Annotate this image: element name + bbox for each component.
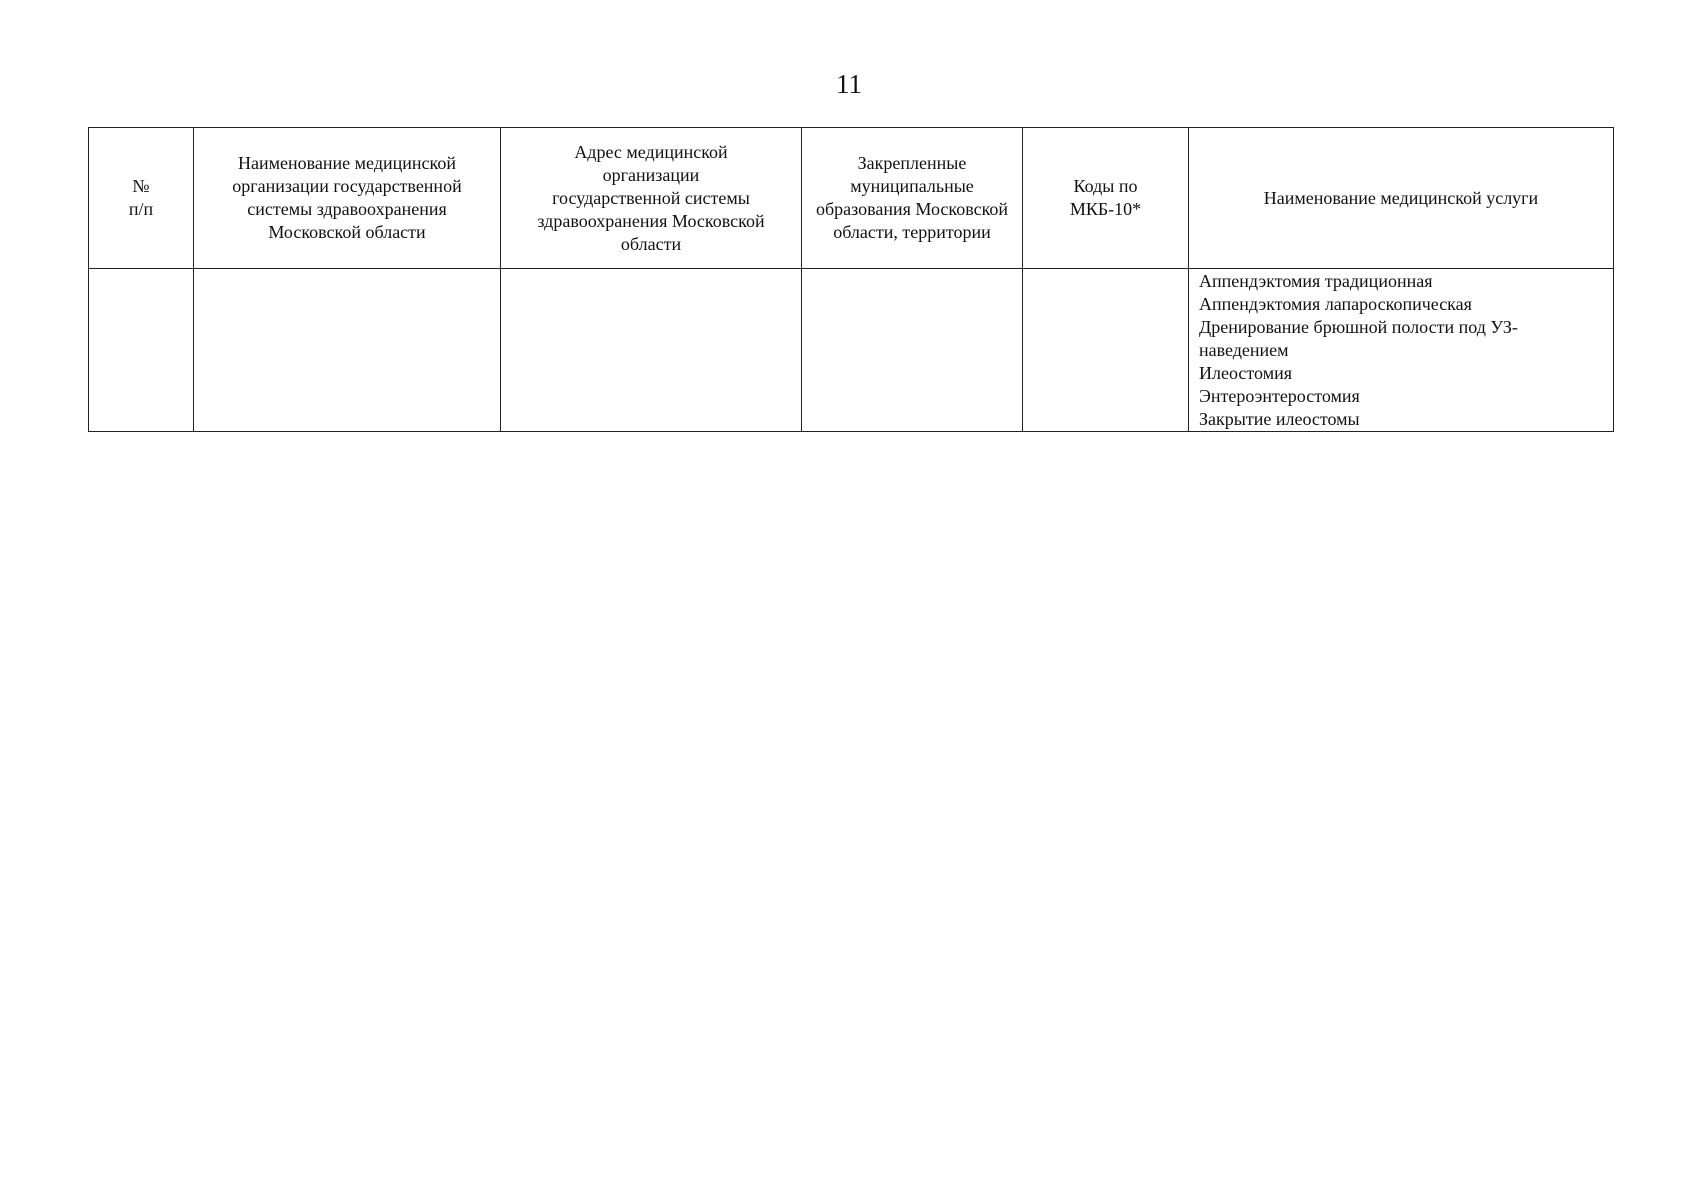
services-table [88, 127, 1614, 432]
header-service-name-label: Наименование медицинской услуги [1263, 187, 1539, 208]
page-number: 11 [836, 69, 862, 99]
table-row [89, 269, 1614, 432]
service-item: Закрытие илеостомы [1199, 409, 1360, 429]
header-organization [194, 128, 501, 269]
header-address [501, 128, 802, 269]
cell-address [501, 269, 802, 432]
service-item: Илеостомия [1199, 363, 1292, 383]
header-organization-label: Наименование медицинской организации государственной системы здравоохранения Московской области [232, 153, 462, 242]
cell-municipalities [802, 269, 1023, 432]
service-item: Энтероэнтеростомия [1199, 386, 1360, 406]
header-number-label: № п/п [128, 176, 154, 219]
header-icd-codes [1023, 128, 1189, 269]
cell-organization [194, 269, 501, 432]
service-item: Аппендэктомия лапароскопическая [1199, 294, 1472, 314]
header-address-label: Адрес медицинской организации государственной системы здравоохранения Московской области [537, 141, 765, 254]
header-municipalities-label: Закрепленные муниципальные образования Московской области, территории [815, 153, 1009, 242]
cell-icd-codes [1023, 269, 1189, 432]
header-icd-codes-label: Коды по МКБ-10* [1069, 176, 1142, 219]
service-item: Аппендэктомия традиционная [1199, 271, 1433, 291]
header-municipalities [802, 128, 1023, 269]
cell-number [89, 269, 194, 432]
table-header-row [89, 128, 1614, 269]
service-item: Дренирование брюшной полости под УЗ-наведением [1199, 317, 1518, 360]
header-service-name [1189, 128, 1614, 269]
header-number [89, 128, 194, 269]
cell-services [1189, 269, 1614, 432]
